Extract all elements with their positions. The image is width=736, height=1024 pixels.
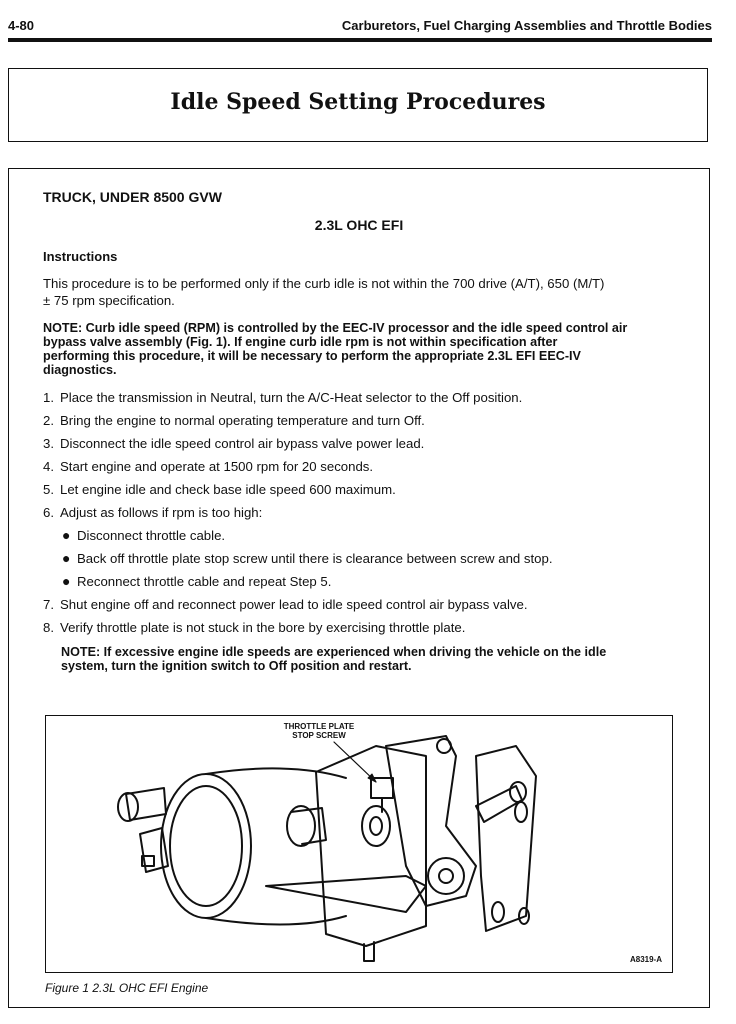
step-item	[43, 504, 683, 527]
step-text: Shut engine off and reconnect power lead to idle speed control air bypass valve.	[60, 597, 528, 612]
throttle-bore	[161, 774, 251, 918]
step-text: Start engine and operate at 1500 rpm for 20 seconds.	[60, 459, 374, 474]
note-line: diagnostics.	[43, 363, 117, 377]
running-title: Carburetors, Fuel Charging Assemblies and Throttle Bodies	[341, 18, 712, 33]
step-item	[43, 389, 683, 412]
note-paragraph	[61, 645, 671, 673]
bullet-item	[43, 550, 683, 573]
figure-code: A8319-A	[629, 955, 662, 964]
step-text: Place the transmission in Neutral, turn the A/C-Heat selector to the Off position.	[60, 390, 523, 405]
header-rule	[8, 38, 712, 42]
step-number: 7.	[43, 597, 54, 612]
body-top-edge	[206, 768, 346, 778]
step-text: Verify throttle plate is not stuck in the bore by exercising throttle plate.	[60, 620, 466, 635]
step-item	[43, 435, 683, 458]
content-box	[8, 168, 710, 1008]
step-number: 1.	[43, 390, 54, 405]
callout-line: STOP SCREW	[292, 731, 346, 740]
page-header	[8, 16, 712, 38]
instructions-heading: Instructions	[43, 249, 118, 264]
step-number: 2.	[43, 413, 54, 428]
inlet-tube	[126, 788, 166, 820]
intro-line: ± 75 rpm specification.	[43, 293, 175, 308]
procedure-steps	[43, 389, 683, 642]
right-fitting	[362, 806, 390, 846]
bullet-icon: ●	[62, 573, 71, 589]
step-number: 4.	[43, 459, 54, 474]
intro-paragraph	[43, 275, 683, 309]
step-number: 3.	[43, 436, 54, 451]
throttle-body-illustration	[46, 716, 673, 973]
mounting-bracket	[476, 746, 536, 931]
page-title: Idle Speed Setting Procedures	[170, 89, 546, 115]
step-number: 6.	[43, 505, 54, 520]
bullet-item	[43, 527, 683, 550]
bullet-item	[43, 573, 683, 596]
note-line: NOTE: Curb idle speed (RPM) is controlled by the EEC-IV processor and the idle speed control air	[43, 321, 628, 335]
step-item	[43, 458, 683, 481]
note-paragraph	[43, 321, 683, 377]
throttle-bore-inner	[170, 786, 242, 906]
right-fitting-hole	[370, 817, 382, 835]
vehicle-heading: TRUCK, UNDER 8500 GVW	[43, 189, 222, 205]
engine-heading: 2.3L OHC EFI	[314, 217, 404, 233]
intro-line: This procedure is to be performed only if the curb idle is not within the 700 drive (A/T), 650 (M/T)	[43, 276, 605, 291]
lower-flange	[266, 876, 426, 912]
note-line: bypass valve assembly (Fig. 1). If engine curb idle rpm is not within specification after	[43, 335, 558, 349]
note-line: performing this procedure, it will be necessary to perform the appropriate 2.3L EFI EEC-IV	[43, 349, 581, 363]
figure-callout	[264, 722, 374, 740]
page-number: 4-80	[8, 18, 35, 33]
step-item	[43, 596, 683, 619]
figure-caption: Figure 1 2.3L OHC EFI Engine	[45, 981, 209, 995]
bracket-slot	[515, 802, 527, 822]
lever-top-stud	[437, 739, 451, 753]
step-number: 5.	[43, 482, 54, 497]
callout-line: THROTTLE PLATE	[283, 722, 355, 731]
note-line: NOTE: If excessive engine idle speeds are experienced when driving the vehicle on the idle	[61, 645, 607, 659]
bullet-icon: ●	[62, 550, 71, 566]
step-text: Let engine idle and check base idle speed 600 maximum.	[60, 482, 396, 497]
step-item	[43, 481, 683, 504]
lever-hub	[428, 858, 464, 894]
note-line: system, turn the ignition switch to Off position and restart.	[61, 659, 412, 673]
lever-pivot	[439, 869, 453, 883]
step-text: Disconnect the idle speed control air bypass valve power lead.	[60, 436, 425, 451]
figure-box	[45, 715, 673, 973]
bullet-text: Back off throttle plate stop screw until there is clearance between screw and stop.	[77, 551, 553, 566]
title-box	[8, 68, 708, 142]
step-number: 8.	[43, 620, 54, 635]
bullet-icon: ●	[62, 527, 71, 543]
step-item	[43, 412, 683, 435]
step-text: Adjust as follows if rpm is too high:	[60, 505, 263, 520]
step-text: Bring the engine to normal operating temperature and turn Off.	[60, 413, 425, 428]
bullet-text: Disconnect throttle cable.	[77, 528, 226, 543]
step-item	[43, 619, 683, 642]
bracket-hole	[492, 902, 504, 922]
bullet-text: Reconnect throttle cable and repeat Step 5.	[77, 574, 332, 589]
